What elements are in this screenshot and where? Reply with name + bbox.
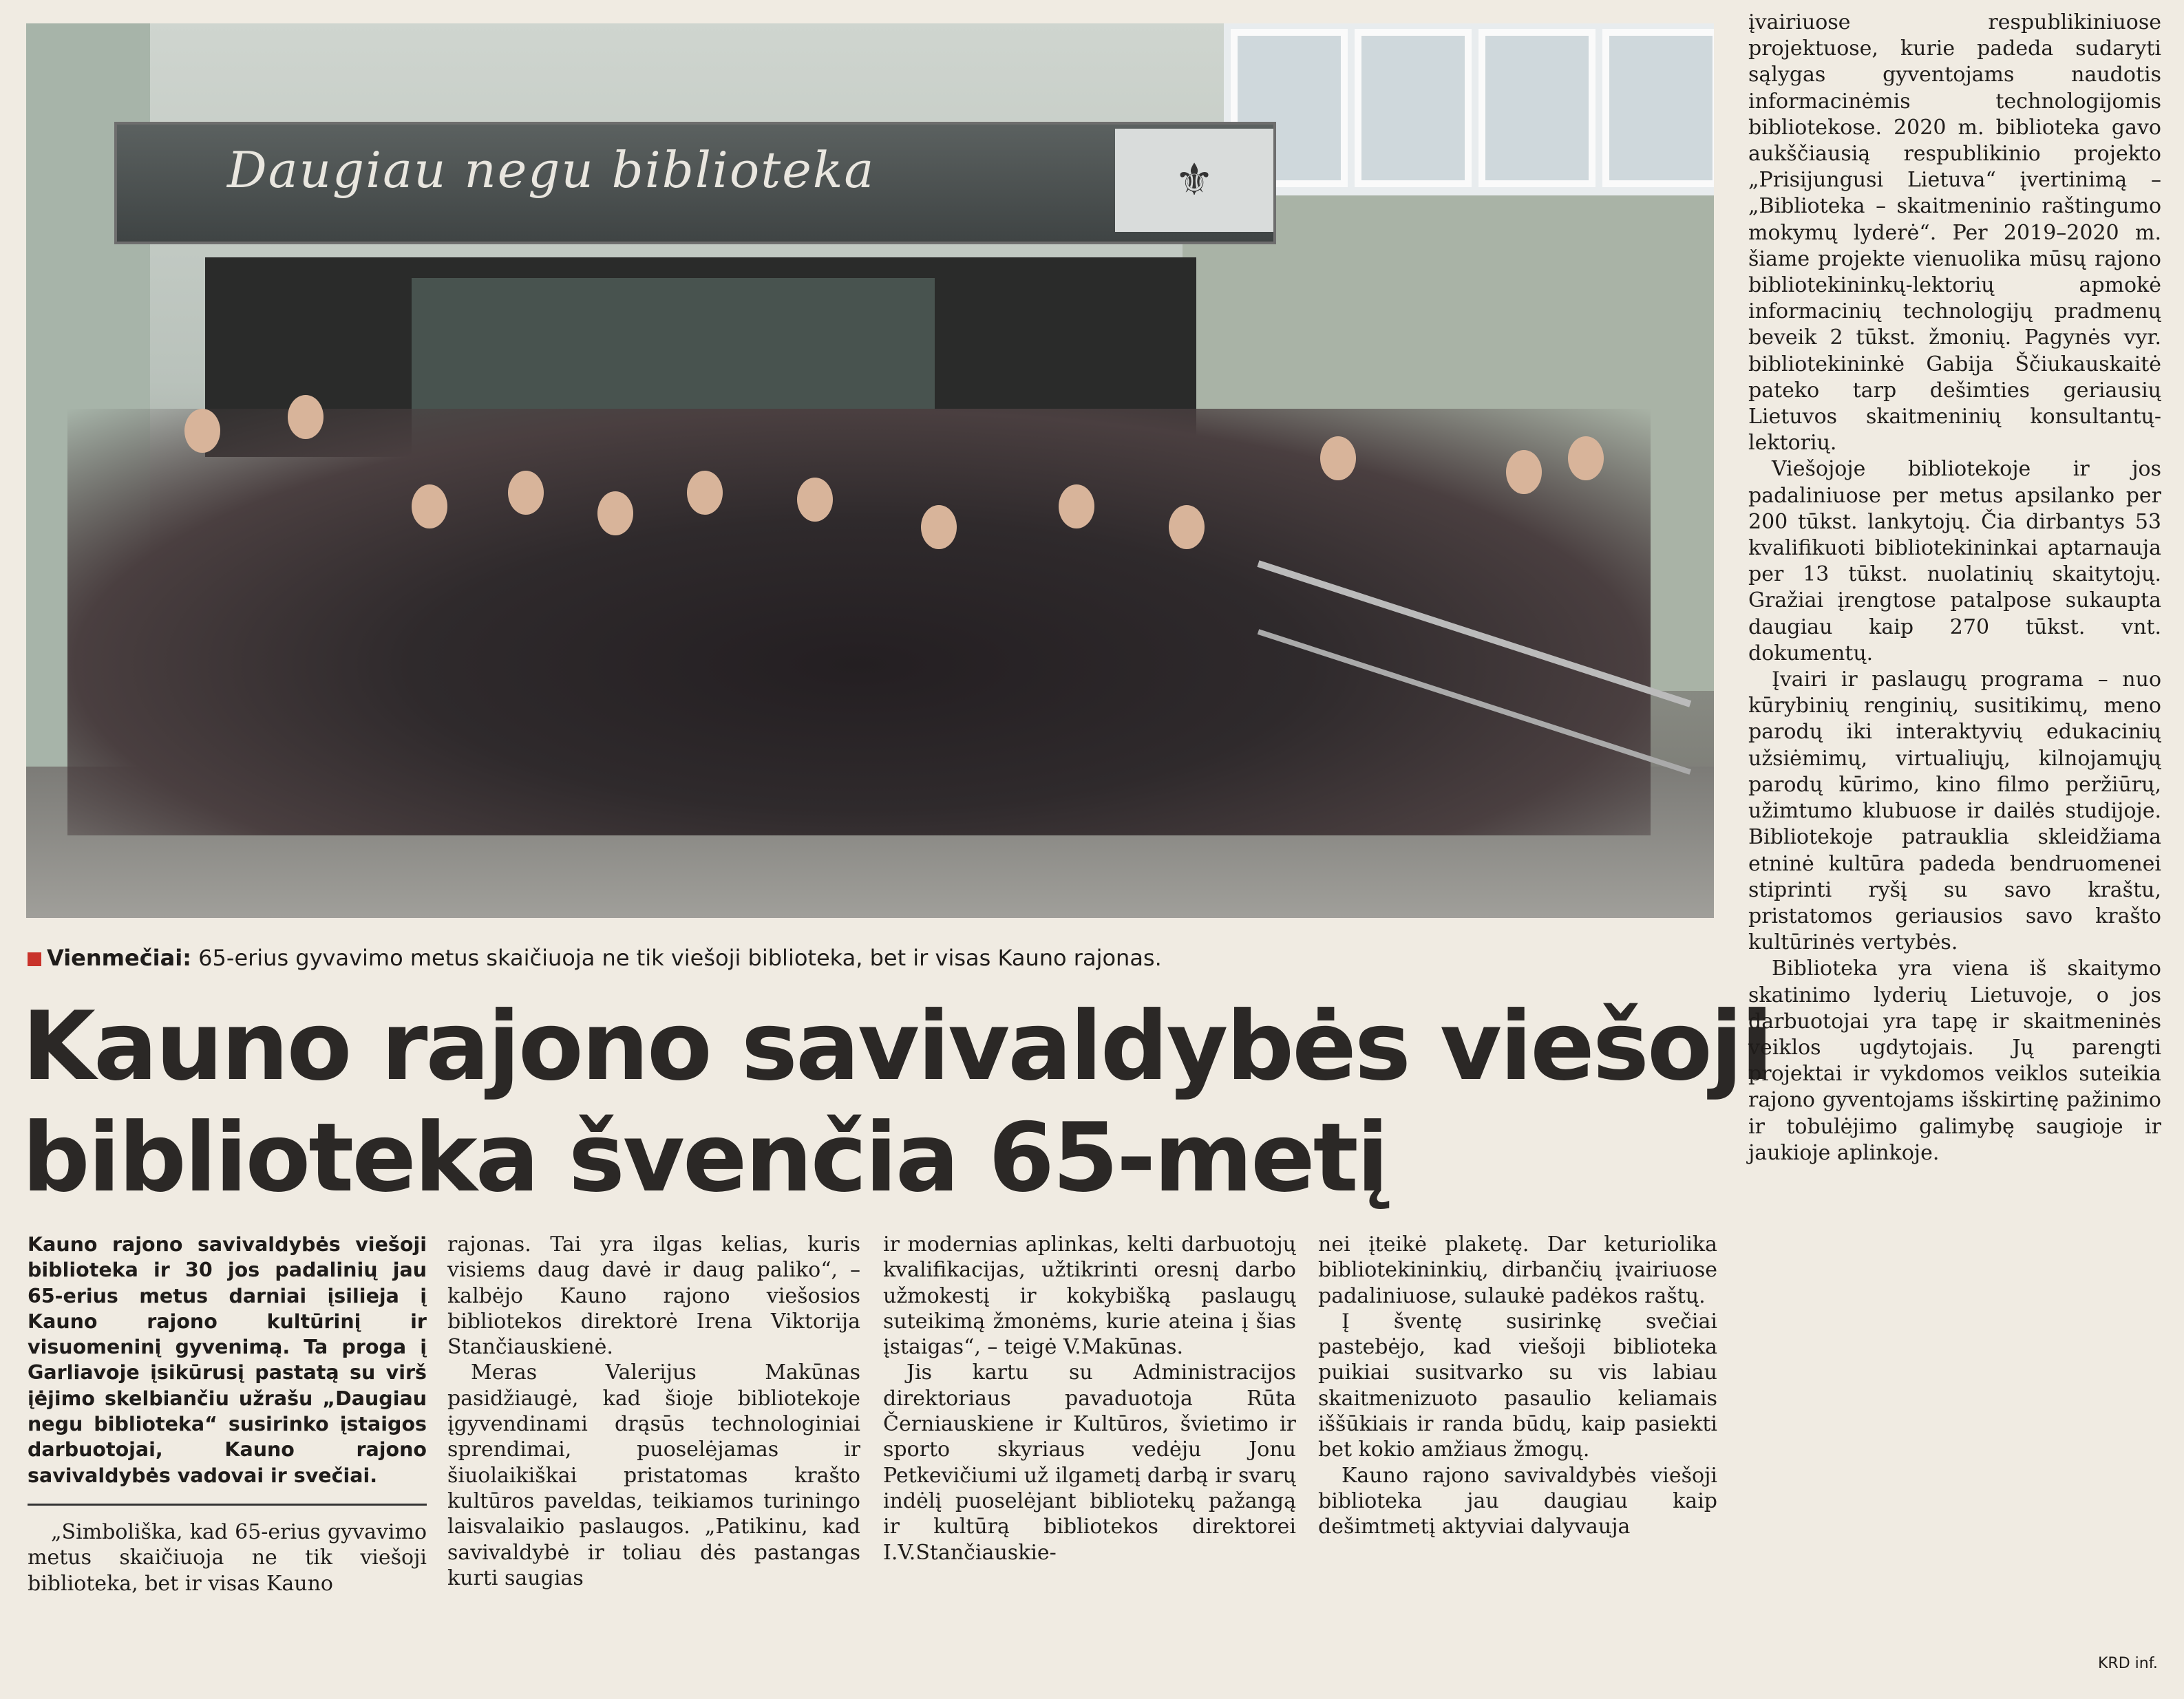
- photo-sign-text: Daugiau negu biblioteka: [227, 141, 876, 199]
- article-paragraph: Į šventę susirinkę svečiai pastebėjo, kad viešoji biblioteka puikiai susitvarko su vis labiau skaitmenizuoto pasaulio keliamais iššūkiais ir randa būdų, kaip pasiekti bet kokio amžiaus žmogų.: [1318, 1309, 1717, 1462]
- photo-windows: [1224, 23, 1714, 195]
- article-paragraph: Jis kartu su Administracijos direktoriaus pavaduotoja Rūta Černiauskiene ir Kultūros, švietimo ir sporto skyriaus vedėju Jonu Petkevičiumi už ilgametį darbą ir svarų indėlį puoselėjant bibliotekų pažangą ir kultūrą bibliotekos direktorei I.V.Stančiauskie-: [883, 1360, 1296, 1565]
- photo-person: [687, 471, 723, 515]
- photo-caption: [28, 943, 1714, 973]
- photo-window: [1355, 29, 1472, 187]
- article-right-column: [1748, 10, 2161, 1166]
- article-paragraph: „Simboliška, kad 65-erius gyvavimo metus skaičiuoja ne tik viešoji biblioteka, bet ir visas Kauno: [28, 1519, 427, 1596]
- photo-person: [1169, 505, 1205, 549]
- article-paragraph: Kauno rajono savivaldybės viešoji biblioteka jau daugiau kaip dešimtmetį aktyviai dalyvauja: [1318, 1463, 1717, 1539]
- photo-person: [508, 471, 544, 515]
- article-paragraph: Įvairi ir paslaugų programa – nuo kūrybinių renginių, susitikimų, meno parodų iki interaktyvių edukacinių užsiėmimų, virtualiųjų, kilnojamųjų parodų kūrimo, kino filmo peržiūrų, užimtumo klubuose ir dailės studijoje. Bibliotekoje patrauklia skleidžiama etninė kultūra padeda bendruomenei stiprinti ryšį su savo kraštu, pristatomos geriausios savo krašto kultūrinės vertybės.: [1748, 667, 2161, 955]
- article-paragraph: Biblioteka yra viena iš skaitymo skatinimo lyderių Lietuvoje, o jos darbuotojai yra tapę ir skaitmeninės veiklos ugdytojais. Jų parengti projektai ir vykdomos veiklos suteikia rajono gyventojams išskirtinę pažinimo ir tobulėjimo galimybę saugioje ir jaukioje aplinkoje.: [1748, 957, 2161, 1165]
- article-paragraph: ir modernias aplinkas, kelti darbuotojų kvalifikacijas, užtikrinti oresnį darbo užmokestį ir kokybišką paslaugų suteikimą žmonėms, kurie ateina į šias įstaigas“, – teigė V.Makūnas.: [883, 1232, 1296, 1360]
- caption-text: 65-erius gyvavimo metus skaičiuoja ne tik viešoji biblioteka, bet ir visas Kauno rajonas.: [191, 945, 1162, 971]
- photo-person: [1568, 436, 1604, 480]
- article-photo: [26, 23, 1714, 918]
- article-column-3: [883, 1232, 1296, 1566]
- photo-window: [1478, 29, 1595, 187]
- photo-window: [1602, 29, 1714, 187]
- photo-person: [1059, 484, 1094, 528]
- article-paragraph: Viešojoje bibliotekoje ir jos padaliniuose per metus apsilanko per 200 tūkst. lankytojų. Čia dirbantys 53 kvalifikuoti bibliotekininkai aptarnauja per 13 tūkst. nuolatinių skaitytojų. Gražiai įrengtose patalpose sukaupta daugiau kaip 270 tūkst. vnt. dokumentų.: [1748, 457, 2161, 665]
- article-column-4: [1318, 1232, 1717, 1540]
- photo-person: [1320, 436, 1356, 480]
- caption-lead: Vienmečiai:: [47, 945, 191, 971]
- article-column-1: [28, 1232, 427, 1596]
- article-paragraph: Meras Valerijus Makūnas pasidžiaugė, kad šioje bibliotekoje įgyvendinami drąsūs technologiniai sprendimai, puoselėjamas ir šiuolaikiškai pristatomas krašto kultūros paveldas, teikiamos turiningo laisvalaikio paslaugos. „Patikinu, kad savivaldybė ir toliau dės pastangas kurti saugias: [447, 1360, 860, 1590]
- photo-library-sign: [114, 122, 1276, 244]
- library-emblem-icon: ⚜: [1115, 129, 1273, 232]
- lead-divider: [28, 1504, 427, 1506]
- article-paragraph: rajonas. Tai yra ilgas kelias, kuris visiems daug davė ir daug paliko“, – kalbėjo Kauno rajono viešosios bibliotekos direktorė Irena Viktorija Stančiauskienė.: [447, 1232, 860, 1360]
- headline-line: Kauno rajono savivaldybės viešoji: [22, 991, 1772, 1102]
- photo-person: [288, 395, 324, 439]
- article-lead: Kauno rajono savivaldybės viešoji biblioteka ir 30 jos padalinių jau 65-erius metus darniai įsilieja į Kauno rajono kultūrinį ir visuomeninį gyvenimą. Ta proga į Garliavoje įsikūrusį pastatą su virš įėjimo skelbiančiu užrašu „Daugiau negu biblioteka“ susirinko įstaigos darbuotojai, Kauno rajono savivaldybės vadovai ir svečiai.: [28, 1233, 427, 1487]
- photo-person: [1506, 450, 1542, 494]
- article-paragraph: nei įteikė plaketę. Dar keturiolika bibliotekininkių, dirbančių įvairiuose padaliniuose, sulaukė padėkos raštų.: [1318, 1232, 1717, 1308]
- photo-person: [797, 478, 833, 522]
- article-credit: KRD inf.: [2098, 1655, 2158, 1672]
- headline-line: biblioteka švenčia 65-metį: [22, 1102, 1387, 1213]
- photo-person: [184, 409, 220, 453]
- photo-crowd: [67, 409, 1651, 835]
- photo-person: [921, 505, 957, 549]
- photo-person: [597, 491, 633, 535]
- article-paragraph: įvairiuose respublikiniuose projektuose, kurie padeda sudaryti sąlygas gyventojams naudotis informacinėmis technologijomis bibliotekose. 2020 m. biblioteka gavo aukščiausią respublikinio projekto „Prisijungusi Lietuva“ įvertinimą – „Biblioteka – skaitmeninio raštingumo mokymų lyderė“. Per 2019–2020 m. šiame projekte vienuolika mūsų rajono bibliotekininkų-lektorių apmokė informacinių technologijų pradmenų beveik 2 tūkst. žmonių. Pagynės vyr. bibliotekininkė Gabija Ščiukauskaitė pateko tarp dešimties geriausių Lietuvos skaitmeninių konsultantų-lektorių.: [1748, 10, 2161, 456]
- caption-marker-icon: [28, 952, 41, 966]
- article-column-2: [447, 1232, 860, 1591]
- photo-person: [412, 484, 447, 528]
- article-headline: [22, 991, 1772, 1214]
